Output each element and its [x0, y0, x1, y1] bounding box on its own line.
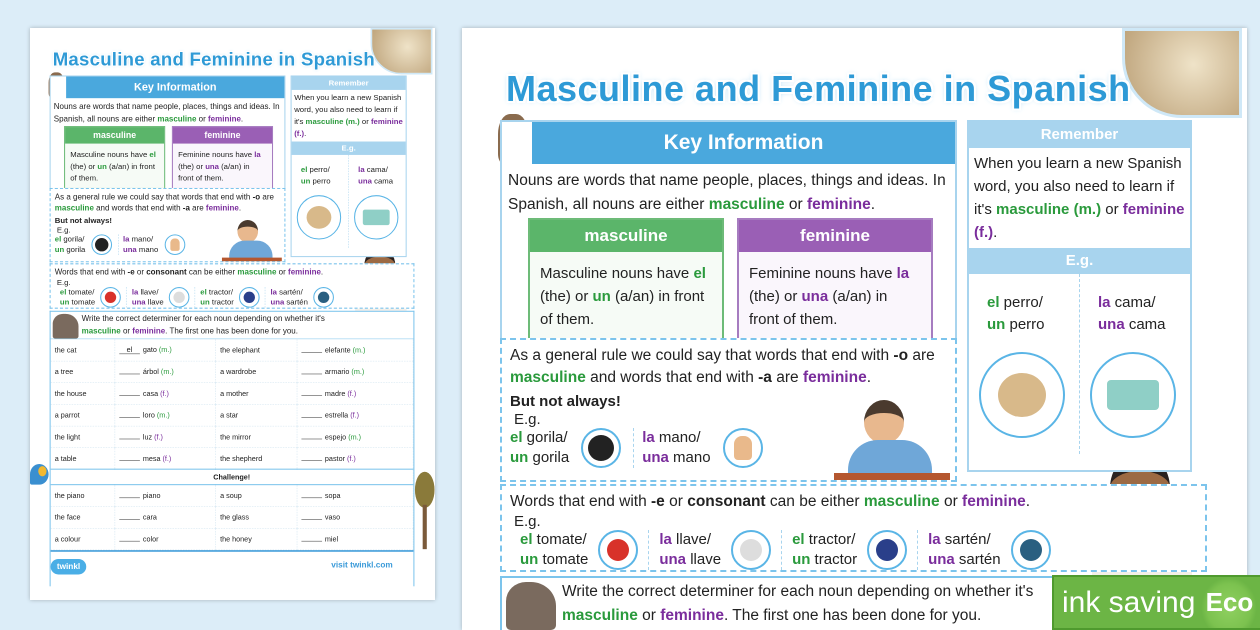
bed-image: [354, 195, 398, 239]
answer-cell[interactable]: árbol (m.): [115, 361, 216, 383]
feminine-box: [172, 126, 273, 189]
poster-preview: [462, 28, 1247, 630]
determiner-blank[interactable]: [301, 460, 322, 461]
poster-thumbnail-content: [30, 28, 435, 600]
answer-cell[interactable]: vaso: [297, 506, 413, 528]
eg-label: E.g.: [56, 225, 71, 235]
example-item: la sartén/ una sartén: [917, 530, 1061, 570]
masculine-text: Masculine nouns have el (the) or un (a/an) in front of them.: [540, 265, 706, 328]
determiner-blank[interactable]: [119, 395, 140, 396]
feminine-text: Feminine nouns have la (the) or una (a/an) in front of them.: [178, 150, 261, 183]
answer-cell[interactable]: el gato (m.): [115, 339, 216, 361]
remember-examples: [969, 274, 1190, 454]
remember-section: [967, 120, 1192, 472]
hand-image: [723, 428, 763, 468]
book-image: [371, 28, 433, 74]
remember-text: When you learn a new Spanish word, you also need to learn if it's masculine (m.) or feminine (f.).: [974, 155, 1185, 241]
english-noun: a tree: [51, 361, 115, 383]
remember-header: Remember: [292, 77, 406, 90]
feminine-box: [737, 218, 933, 340]
answer-cell[interactable]: madre (f.): [297, 382, 413, 404]
answer-cell[interactable]: casa (f.): [115, 382, 216, 404]
dog-image: [979, 352, 1065, 438]
masculine-box: [528, 218, 724, 340]
determiner-blank[interactable]: [119, 460, 140, 461]
key-information-text: Nouns are words that name people, places, things and ideas. In Spanish, all nouns are either masculine or feminine.: [53, 102, 280, 124]
table-row: [51, 506, 413, 528]
remember-header: Remember: [969, 122, 1190, 148]
determiner-blank[interactable]: [301, 374, 322, 375]
answer-cell[interactable]: mesa (f.): [115, 448, 216, 470]
answer-cell[interactable]: armario (m.): [297, 361, 413, 383]
eco-drop-icon: [1201, 577, 1257, 628]
not-always-label: But not always!: [510, 393, 621, 410]
key-information-header: Key Information: [66, 77, 284, 99]
key-image: [731, 530, 771, 570]
example-perro: el perro/ un perro: [969, 274, 1080, 454]
english-noun: the piano: [51, 485, 115, 507]
example-perro: el perro/ un perro: [292, 155, 349, 248]
words-examples: [55, 287, 409, 308]
determiner-blank[interactable]: [301, 439, 322, 440]
determiner-blank[interactable]: [119, 498, 140, 499]
answer-cell[interactable]: pastor (f.): [297, 448, 413, 470]
determiner-blank[interactable]: [301, 541, 322, 542]
masculine-text: Masculine nouns have el (the) or un (a/an) in front of them.: [70, 150, 156, 183]
rule-examples: el gorila/ un gorila la mano/ una mano: [55, 234, 280, 255]
english-noun: the elephant: [216, 339, 297, 361]
exercise-instructions: [50, 311, 415, 339]
tomato-image: [598, 530, 638, 570]
gorilla-image: [92, 234, 113, 255]
tree-image: [415, 472, 435, 549]
eg-header: E.g.: [292, 142, 406, 155]
english-noun: the face: [51, 506, 115, 528]
pan-image: [1011, 530, 1051, 570]
feminine-header: feminine: [739, 220, 931, 252]
english-noun: the honey: [216, 528, 297, 550]
tractor-image: [867, 530, 907, 570]
parrot-image: [30, 464, 49, 495]
english-noun: the shepherd: [216, 448, 297, 470]
remember-examples: [292, 155, 406, 248]
poster: [462, 28, 1247, 630]
english-noun: a table: [51, 448, 115, 470]
eco-label: Eco: [1205, 587, 1254, 617]
general-rule-text: As a general rule we could say that words that end with -o are masculine and words that end with -a are feminine.: [54, 192, 274, 213]
twinkl-logo: twinkl: [51, 559, 87, 574]
hand-image: [164, 234, 185, 255]
answer-cell[interactable]: piano: [115, 485, 216, 507]
key-image: [169, 287, 190, 308]
determiner-blank[interactable]: [301, 395, 322, 396]
instructions-text: Write the correct determiner for each noun depending on whether it's masculine or feminine. The first one has been done for you.: [562, 583, 1034, 624]
example-item: el tomate/ un tomate: [55, 287, 126, 308]
ink-saving-badge: [1052, 575, 1260, 630]
answer-cell[interactable]: loro (m.): [115, 404, 216, 426]
table-row: [51, 448, 413, 470]
remember-text: When you learn a new Spanish word, you also need to learn if it's masculine (m.) or feminine (f.).: [294, 93, 403, 138]
determiner-blank[interactable]: [119, 417, 140, 418]
boy-writing-image: [834, 400, 950, 480]
bed-image: [1090, 352, 1176, 438]
determiner-blank[interactable]: [119, 519, 140, 520]
answer-cell[interactable]: sopa: [297, 485, 413, 507]
tomato-image: [100, 287, 121, 308]
table-row: [51, 382, 413, 404]
answer-cell[interactable]: color: [115, 528, 216, 550]
determiner-blank[interactable]: el: [119, 345, 140, 354]
english-noun: a mother: [216, 382, 297, 404]
elephant-image: [506, 582, 556, 630]
words-examples: [510, 530, 1197, 570]
english-noun: a wardrobe: [216, 361, 297, 383]
page-title: Masculine and Feminine in Spanish: [52, 48, 376, 70]
english-noun: the mirror: [216, 426, 297, 448]
determiner-blank[interactable]: [301, 519, 322, 520]
example-item: la llave/ una llave: [126, 287, 194, 308]
answer-cell[interactable]: luz (f.): [115, 426, 216, 448]
words-ending-text: Words that end with -e or consonant can be either masculine or feminine.: [510, 493, 1031, 510]
footer-site-link[interactable]: visit twinkl.com: [331, 560, 393, 570]
determiner-blank[interactable]: [119, 541, 140, 542]
determiner-blank[interactable]: [119, 374, 140, 375]
determiner-blank[interactable]: [301, 498, 322, 499]
english-noun: a parrot: [51, 404, 115, 426]
gorilla-image: [581, 428, 621, 468]
eg-header: E.g.: [969, 248, 1190, 274]
table-row: [51, 528, 413, 550]
table-row: [51, 339, 413, 361]
words-ending-section: [50, 263, 415, 308]
key-information-header: Key Information: [532, 122, 955, 164]
example-item: el tractor/ un tractor: [781, 530, 917, 570]
feminine-text: Feminine nouns have la (the) or una (a/an) in front of them.: [749, 265, 910, 328]
general-rule-text: As a general rule we could say that words that end with -o are masculine and words that end with -a are feminine.: [510, 347, 935, 386]
table-row: [51, 404, 413, 426]
key-information-text: Nouns are words that name people, places, things and ideas. In Spanish, all nouns are either masculine or feminine.: [508, 172, 946, 213]
elephant-image: [53, 314, 79, 339]
example-item: el tomate/ un tomate: [510, 530, 648, 570]
english-noun: a colour: [51, 528, 115, 550]
determiner-blank[interactable]: [301, 352, 322, 353]
eg-label: E.g.: [56, 278, 71, 288]
table-row: [51, 426, 413, 448]
answer-cell[interactable]: miel: [297, 528, 413, 550]
dog-image: [297, 195, 341, 239]
table-row: [51, 485, 413, 507]
challenge-row: [51, 469, 413, 484]
eg-label: E.g.: [514, 411, 541, 428]
not-always-label: But not always!: [54, 216, 112, 226]
determiner-blank[interactable]: [119, 439, 140, 440]
challenge-label: Challenge!: [51, 469, 413, 484]
example-cama: la cama/ una cama: [349, 155, 406, 248]
english-noun: a soup: [216, 485, 297, 507]
ink-saving-label: ink saving: [1062, 585, 1196, 619]
english-noun: the glass: [216, 506, 297, 528]
table-row: [51, 361, 413, 383]
masculine-box: [64, 126, 165, 189]
english-noun: the cat: [51, 339, 115, 361]
feminine-header: feminine: [173, 127, 272, 144]
determiner-blank[interactable]: [301, 417, 322, 418]
boy-writing-image: [222, 220, 282, 261]
example-cama: la cama/ una cama: [1080, 274, 1190, 454]
footer: [51, 550, 414, 586]
tractor-image: [239, 287, 260, 308]
english-noun: a star: [216, 404, 297, 426]
instructions-text: Write the correct determiner for each noun depending on whether it's masculine or feminine. The first one has been done for you.: [81, 314, 325, 336]
exercise-section: [50, 339, 415, 586]
answer-cell[interactable]: estrella (f.): [297, 404, 413, 426]
poster-thumbnail: [30, 28, 435, 600]
answer-cell[interactable]: cara: [115, 506, 216, 528]
remember-section: [291, 75, 407, 257]
eg-label: E.g.: [514, 513, 541, 530]
pan-image: [313, 287, 334, 308]
book-image: [1122, 28, 1242, 118]
exercise-table: [51, 339, 414, 550]
words-ending-section: [500, 484, 1207, 572]
words-ending-text: Words that end with -e or consonant can be either masculine or feminine.: [54, 267, 324, 277]
answer-cell[interactable]: espejo (m.): [297, 426, 413, 448]
page-title: Masculine and Feminine in Spanish: [506, 68, 1131, 109]
rule-examples: el gorila/ un gorila la mano/ una mano: [510, 428, 947, 468]
example-item: la sartén/ una sartén: [265, 287, 339, 308]
masculine-header: masculine: [65, 127, 164, 144]
english-noun: the light: [51, 426, 115, 448]
answer-cell[interactable]: elefante (m.): [297, 339, 413, 361]
example-item: la llave/ una llave: [648, 530, 781, 570]
example-item: el tractor/ un tractor: [195, 287, 265, 308]
english-noun: the house: [51, 382, 115, 404]
masculine-header: masculine: [530, 220, 722, 252]
